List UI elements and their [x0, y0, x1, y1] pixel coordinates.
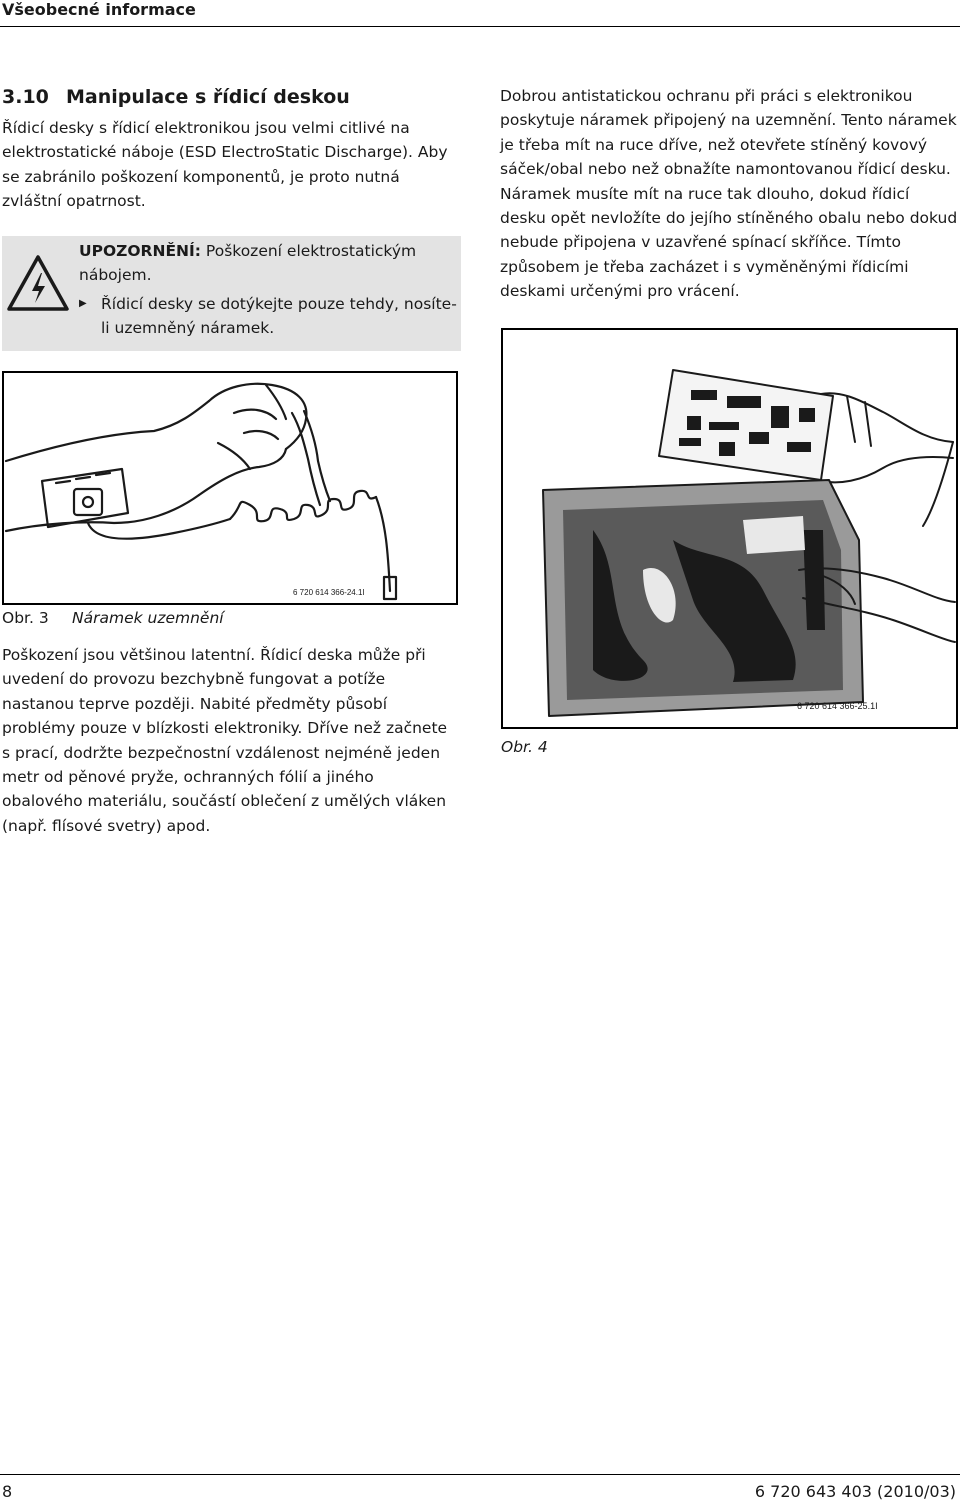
- warning-list: [79, 292, 457, 341]
- section-heading: [2, 86, 350, 108]
- warning-item-text: Řídicí desky se dotýkejte pouze tehdy, nosíte-li uzemněný náramek.: [101, 295, 457, 338]
- warning-label: UPOZORNĚNÍ:: [79, 242, 201, 260]
- warning-box: [2, 236, 461, 351]
- electric-hazard-icon: [5, 253, 71, 317]
- footer-divider: [0, 1474, 960, 1475]
- page-header-title: Všeobecné informace: [2, 0, 196, 19]
- section-intro: Řídicí desky s řídicí elektronikou jsou velmi citlivé na elektrostatické náboje (ESD ElectroStatic Discharge). Aby se zabránilo poškození komponentů, je proto nutná zvláštní opatrnost.: [2, 119, 448, 211]
- figure-4-illustration: [501, 328, 958, 729]
- right-column-paragraph: Dobrou antistatickou ochranu při práci s elektronikou poskytuje náramek připojený na uzemnění. Tento náramek je třeba mít na ruce dříve, než otevřete stíněný kovový sáček/obal nebo než obnažíte namontovanou řídicí desku. Náramek musíte mít na ruce tak dlouho, dokud řídicí desku opět nevložíte do jejího stíněného obalu nebo dokud nebude připojena v uzavřené spínací skříňce. Tímto způsobem je třeba zacházet i s vyměněnými řídicími deskami určenými pro vrácení.: [500, 87, 958, 301]
- figure-4-code: 6 720 614 366-25.1I: [797, 701, 878, 711]
- figure-3-label: Obr. 3: [2, 609, 49, 627]
- section-number: 3.10: [2, 86, 49, 108]
- document-number: 6 720 643 403 (2010/03): [754, 1482, 956, 1501]
- bullet-arrow-icon: ▶: [79, 298, 87, 309]
- warning-message: [79, 239, 457, 288]
- figure-3-illustration: [2, 371, 458, 605]
- page-number: 8: [2, 1482, 13, 1501]
- warning-text: Poškození elektrostatickým nábojem.: [79, 242, 417, 285]
- figure-3-caption-text: Náramek uzemnění: [72, 609, 224, 627]
- damage-paragraph: Poškození jsou většinou latentní. Řídicí deska může při uvedení do provozu bezchybně fungovat a potíže nastanou teprve později. Nabité předměty působí problémy pouze v blízkosti elektroniky. Dříve než začnete s prací, dodržte bezpečnostní vzdálenost nejméně jeden metr od pěnové pryže, ochranných fólií a jiného obalového materiálu, součástí oblečení z umělých vláken (např. flísové svetry) apod.: [2, 646, 448, 835]
- header-divider: [0, 26, 960, 27]
- figure-4-label: Obr. 4: [501, 738, 548, 756]
- section-title: Manipulace s řídicí deskou: [66, 86, 350, 108]
- figure-3-code: 6 720 614 366-24.1I: [293, 588, 365, 597]
- figure-3-caption: [2, 609, 224, 627]
- warning-list-item: [79, 292, 457, 341]
